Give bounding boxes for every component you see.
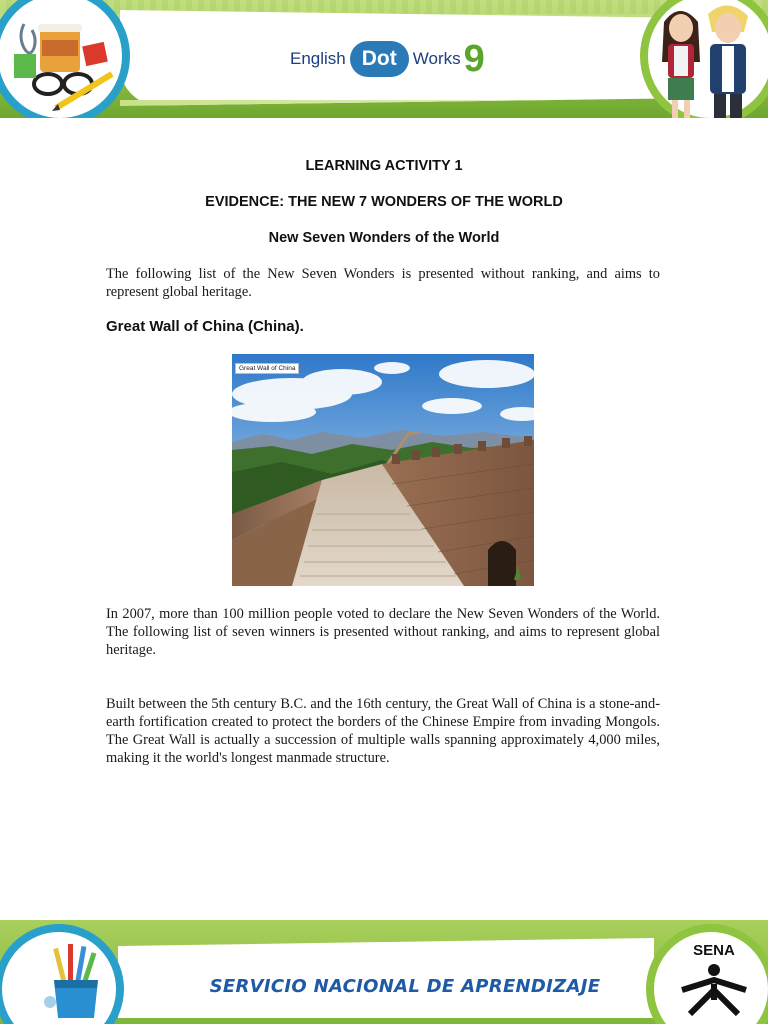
paragraph-great-wall: Built between the 5th century B.C. and the 16th century, the Great Wall of China is a stone-and-earth fortification created to protect the borders of the Chinese Empire from invading Mongols. The Great Wall is actually a succession of multiple walls spanning approximately 4,000 miles, making it the world's longest manmade structure. (106, 696, 660, 766)
sena-logo-text: SENA (693, 942, 735, 959)
institution-name: SERVICIO NACIONAL DE APRENDIZAJE (209, 976, 601, 997)
sena-emblem-icon (676, 960, 752, 1020)
logo-word-works: Works (412, 49, 461, 68)
wonder-title: Great Wall of China (China). (106, 318, 304, 335)
activity-title: LEARNING ACTIVITY 1 (305, 158, 463, 174)
great-wall-image (232, 354, 534, 586)
evidence-title: EVIDENCE: THE NEW 7 WONDERS OF THE WORLD (205, 194, 563, 210)
paragraph-votes: In 2007, more than 100 million people voted to declare the New Seven Wonders of the World. The following list of seven winners is presented without ranking, and aims to represent global heritage. (106, 606, 660, 658)
pencil-cup-icon (40, 942, 110, 1022)
logo-number: 9 (463, 38, 485, 80)
englishdotworks-logo (290, 34, 485, 84)
students-illustration (650, 0, 762, 118)
logo-word-dot: Dot (350, 41, 409, 77)
section-title: New Seven Wonders of the World (268, 230, 500, 246)
stationery-illustration (12, 14, 122, 114)
great-wall-photo (232, 354, 534, 586)
logo-word-english: English (290, 49, 346, 68)
image-caption: Great Wall of China (235, 363, 299, 374)
header-banner (0, 0, 768, 118)
sena-logo (676, 940, 752, 1020)
intro-paragraph: The following list of the New Seven Wonders is presented without ranking, and aims to represent global heritage. (106, 266, 660, 300)
footer-banner (0, 920, 768, 1024)
